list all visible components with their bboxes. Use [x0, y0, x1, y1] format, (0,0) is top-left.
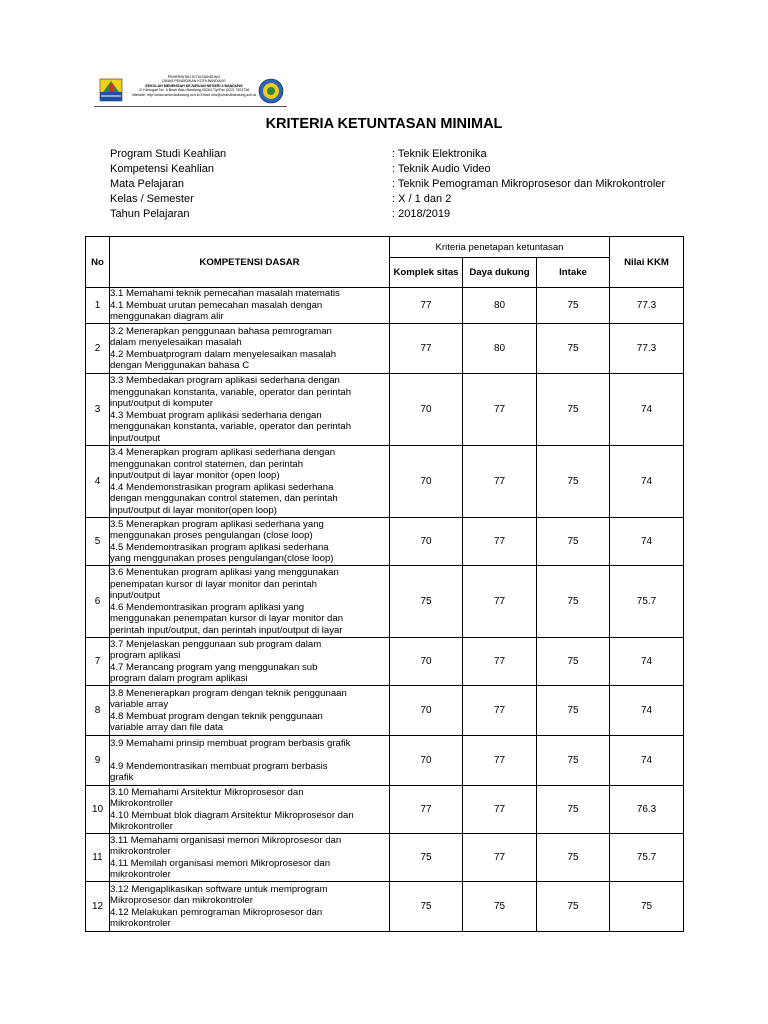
info-row-program — [110, 147, 680, 162]
kompetensi-line: 4.2 Membuatprogram dalam menyelesaikan masalah — [110, 348, 337, 360]
kompetensi-line: menggunakan konstanta, variable, operator dan perintah — [110, 386, 352, 398]
kompetensi-line: 4.10 Membuat blok diagram Arsitektur Mikroprosesor dan — [110, 809, 354, 821]
nilai-kkm-cell: 74 — [610, 736, 684, 786]
kkm-table-body — [86, 288, 684, 932]
kompetensi-line: 3.2 Menerapkan penggunaan bahasa pemrograman — [110, 325, 332, 337]
nilai-kkm-cell: 76.3 — [610, 786, 684, 834]
kompetensi-line: program dalam program aplikasi — [110, 673, 248, 684]
table-row — [86, 288, 684, 324]
nilai-kkm-cell: 77.3 — [610, 324, 684, 374]
letterhead-line: SEKOLAH MENENGAH KEJURUAN NEGERI 4 BANDUNG — [145, 83, 243, 88]
kompetensi-line: perintah input/output, dan perintah input/output di layar — [110, 624, 343, 636]
info-row-kompetensi — [110, 162, 680, 177]
kompetensi-line: program aplikasi — [110, 650, 181, 661]
kompetensi-line: dengan Menggunakan bahasa C — [110, 360, 250, 371]
kompetensi-line: 3.9 Memahami prinsip membuat program berbasis grafik — [110, 737, 351, 749]
kompetensi-line: Mikroprosesor dan mikrokontroler — [110, 895, 253, 906]
intake-cell: 75 — [537, 324, 610, 374]
nilai-kkm-cell: 77.3 — [610, 288, 684, 324]
intake-cell: 75 — [537, 882, 610, 932]
kompleksitas-cell: 77 — [390, 288, 463, 324]
info-value: : X / 1 dan 2 — [392, 193, 452, 205]
kompetensi-line: 4.3 Membuat program aplikasi sederhana dengan — [110, 409, 322, 421]
kompetensi-line: input/output — [110, 432, 161, 444]
info-value: : 2018/2019 — [392, 208, 451, 220]
kompetensi-line: 4.7 Merancang program yang menggunakan sub — [110, 661, 318, 673]
kompleksitas-cell: 70 — [390, 686, 463, 736]
header-kompetensi-dasar: KOMPETENSI DASAR — [110, 237, 390, 288]
intake-cell: 75 — [537, 786, 610, 834]
intake-cell: 75 — [537, 736, 610, 786]
kompetensi-line: 4.6 Mendemontrasikan program aplikasi yang — [110, 601, 305, 613]
kompetensi-dasar-cell — [110, 518, 390, 566]
row-number: 11 — [86, 834, 110, 882]
table-row — [86, 882, 684, 932]
table-row — [86, 566, 684, 638]
kompetensi-line: menggunakan proses pengulangan (close loop) — [110, 530, 313, 541]
row-number: 1 — [86, 288, 110, 324]
intake-cell: 75 — [537, 374, 610, 446]
school-emblem-icon — [258, 78, 284, 104]
nilai-kkm-cell: 74 — [610, 446, 684, 518]
header-intake: Intake — [537, 258, 610, 288]
kompetensi-line: 3.12 Mengaplikasikan software untuk memprogram — [110, 883, 328, 895]
info-label: Kompetensi Keahlian — [110, 163, 214, 175]
table-row — [86, 786, 684, 834]
header-kompleksitas: Komplek sitas — [390, 258, 463, 288]
table-row — [86, 446, 684, 518]
table-row — [86, 518, 684, 566]
kompetensi-dasar-cell — [110, 882, 390, 932]
kompetensi-dasar-cell — [110, 566, 390, 638]
info-label: Mata Pelajaran — [110, 178, 184, 190]
info-value: : Teknik Elektronika — [392, 148, 487, 160]
kompetensi-line: menggunakan diagram alir — [110, 311, 224, 323]
intake-cell: 75 — [537, 686, 610, 736]
header-kriteria: Kriteria penetapan ketuntasan — [390, 237, 610, 258]
kompetensi-line: mikrokontroler — [110, 846, 171, 857]
table-row — [86, 736, 684, 786]
daya-dukung-cell: 75 — [463, 882, 537, 932]
nilai-kkm-cell: 75 — [610, 882, 684, 932]
kompetensi-dasar-cell — [110, 446, 390, 518]
kompetensi-line: 3.3 Membedakan program aplikasi sederhana dengan — [110, 375, 340, 386]
kompetensi-line: 4.9 Mendemontrasikan membuat program berbasis — [110, 760, 328, 772]
kompetensi-line: dengan menggunakan control statemen, dan perintah — [110, 493, 338, 504]
letterhead-line: Website: http://www.smkn4bandung.sch.id Email: info@smkn4bandung.sch.id — [132, 92, 256, 97]
page-title: KRITERIA KETUNTASAN MINIMAL — [265, 116, 503, 132]
kompetensi-line: Mikrokontroller — [110, 821, 173, 832]
kompetensi-line: 4.12 Melakukan pemrograman Mikroprosesor dan — [110, 906, 323, 918]
kompetensi-line: yang menggunakan proses pengulangan(close loop) — [110, 553, 334, 564]
letterhead-line: PEMERINTAH KOTA BANDUNG — [167, 75, 221, 79]
kompetensi-dasar-cell — [110, 786, 390, 834]
kompetensi-line: 3.8 Menenerapkan program dengan teknik penggunaan — [110, 687, 347, 699]
kompetensi-line: input/output di layar monitor(open loop) — [110, 504, 277, 516]
row-number: 8 — [86, 686, 110, 736]
kompleksitas-cell: 70 — [390, 446, 463, 518]
kompetensi-line: 4.8 Membuat program dengan teknik penggunaan — [110, 710, 323, 722]
nilai-kkm-cell: 74 — [610, 638, 684, 686]
kompleksitas-cell: 75 — [390, 834, 463, 882]
daya-dukung-cell: 77 — [463, 566, 537, 638]
nilai-kkm-cell: 75.7 — [610, 566, 684, 638]
info-value: : Teknik Audio Video — [392, 163, 491, 175]
intake-cell: 75 — [537, 834, 610, 882]
kompetensi-line: dalam menyelesaikan masalah — [110, 337, 242, 348]
info-row-kelas — [110, 192, 680, 207]
kompetensi-line: 4.1 Membuat urutan pemecahan masalah dengan — [110, 299, 323, 311]
table-row — [86, 834, 684, 882]
nilai-kkm-cell: 74 — [610, 686, 684, 736]
letterhead — [92, 74, 288, 108]
kompetensi-line: 3.7 Menjelaskan penggunaan sub program dalam — [110, 638, 322, 650]
kompetensi-dasar-cell — [110, 686, 390, 736]
info-row-mapel — [110, 177, 680, 192]
kompetensi-line: 3.6 Menentukan program aplikasi yang menggunakan — [110, 567, 339, 578]
kompetensi-dasar-cell — [110, 834, 390, 882]
letterhead-text — [130, 75, 258, 97]
kompetensi-line: penempatan kursor di layar monitor dan perintah — [110, 578, 317, 590]
kompetensi-line: input/output di komputer — [110, 398, 213, 409]
kompetensi-line: menggunakan control statemen, dan perintah — [110, 458, 304, 470]
row-number: 12 — [86, 882, 110, 932]
daya-dukung-cell: 77 — [463, 638, 537, 686]
letterhead-line: Jl. Kliningan No. 6 Buah Batu Bandung 40264 Tlp/Fax (022) 7303736 — [138, 88, 250, 93]
kompetensi-dasar-cell — [110, 288, 390, 324]
kkm-table — [85, 236, 684, 932]
row-number: 4 — [86, 446, 110, 518]
kompleksitas-cell: 77 — [390, 786, 463, 834]
kompetensi-dasar-cell — [110, 374, 390, 446]
daya-dukung-cell: 77 — [463, 834, 537, 882]
row-number: 7 — [86, 638, 110, 686]
daya-dukung-cell: 77 — [463, 446, 537, 518]
intake-cell: 75 — [537, 518, 610, 566]
kompetensi-line: variable array — [110, 699, 169, 710]
table-row — [86, 638, 684, 686]
kompetensi-line: mikrokontroler — [110, 918, 171, 929]
row-number: 6 — [86, 566, 110, 638]
intake-cell: 75 — [537, 638, 610, 686]
row-number: 9 — [86, 736, 110, 786]
nilai-kkm-cell: 75.7 — [610, 834, 684, 882]
letterhead-divider — [94, 106, 287, 107]
table-row — [86, 324, 684, 374]
kompetensi-line: variable array dan file data — [110, 722, 224, 733]
table-row — [86, 374, 684, 446]
kompleksitas-cell: 70 — [390, 736, 463, 786]
kompetensi-line: mikrokontroler — [110, 869, 171, 880]
kompleksitas-cell: 70 — [390, 638, 463, 686]
kompetensi-line: grafik — [110, 772, 134, 783]
row-number: 10 — [86, 786, 110, 834]
kompetensi-line: input/output — [110, 590, 161, 601]
kompleksitas-cell: 70 — [390, 518, 463, 566]
info-value: : Teknik Pemograman Mikroprosesor dan Mikrokontroler — [392, 178, 666, 190]
info-row-tahun — [110, 207, 680, 222]
kompetensi-line: 3.4 Menerapkan program aplikasi sederhana dengan — [110, 447, 336, 458]
city-crest-icon — [98, 76, 124, 104]
kompetensi-line: 4.4 Mendemonstrasikan program aplikasi sederhana — [110, 481, 334, 493]
info-label: Kelas / Semester — [110, 193, 194, 205]
kompleksitas-cell: 77 — [390, 324, 463, 374]
kompetensi-line: Mikrokontroller — [110, 798, 173, 809]
daya-dukung-cell: 77 — [463, 786, 537, 834]
intake-cell: 75 — [537, 566, 610, 638]
daya-dukung-cell: 80 — [463, 324, 537, 374]
intake-cell: 75 — [537, 288, 610, 324]
kompleksitas-cell: 75 — [390, 882, 463, 932]
kompleksitas-cell: 70 — [390, 374, 463, 446]
row-number: 5 — [86, 518, 110, 566]
row-number: 2 — [86, 324, 110, 374]
kompetensi-line: menggunakan konstanta, variable, operator dan perintah — [110, 421, 352, 432]
letterhead-line: DINAS PENDIDIKAN KOTA BANDUNG — [162, 79, 226, 84]
kompetensi-line: input/output di layar monitor (open loop) — [110, 470, 280, 481]
kompetensi-line: 4.5 Mendemontrasikan program aplikasi sederhana — [110, 541, 329, 553]
kompleksitas-cell: 75 — [390, 566, 463, 638]
course-info — [110, 147, 680, 222]
table-row — [86, 686, 684, 736]
nilai-kkm-cell: 74 — [610, 374, 684, 446]
kompetensi-dasar-cell — [110, 324, 390, 374]
row-number: 3 — [86, 374, 110, 446]
info-label: Tahun Pelajaran — [110, 208, 190, 220]
header-no: No — [86, 237, 110, 288]
daya-dukung-cell: 77 — [463, 518, 537, 566]
daya-dukung-cell: 77 — [463, 686, 537, 736]
header-daya-dukung: Daya dukung — [463, 258, 537, 288]
kompetensi-line — [110, 749, 389, 761]
daya-dukung-cell: 77 — [463, 374, 537, 446]
nilai-kkm-cell: 74 — [610, 518, 684, 566]
kompetensi-line: 3.5 Menerapkan program aplikasi sederhana yang — [110, 518, 324, 530]
daya-dukung-cell: 77 — [463, 736, 537, 786]
daya-dukung-cell: 80 — [463, 288, 537, 324]
kompetensi-dasar-cell — [110, 638, 390, 686]
kompetensi-line: menggunakan penempatan kursor di layar monitor dan — [110, 613, 344, 624]
kompetensi-line: 3.10 Memahami Arsitektur Mikroprosesor dan — [110, 786, 304, 798]
kompetensi-line: 3.11 Memahami organisasi memori Mikroprosesor dan — [110, 834, 342, 846]
info-label: Program Studi Keahlian — [110, 148, 227, 160]
kompetensi-line: 3.1 Memahami teknik pemecahan masalah matematis — [110, 288, 340, 300]
intake-cell: 75 — [537, 446, 610, 518]
kompetensi-dasar-cell — [110, 736, 390, 786]
header-nilai-kkm: Nilai KKM — [610, 237, 684, 288]
kompetensi-line: 4.11 Memilah organisasi memori Mikroprosesor dan — [110, 857, 331, 869]
